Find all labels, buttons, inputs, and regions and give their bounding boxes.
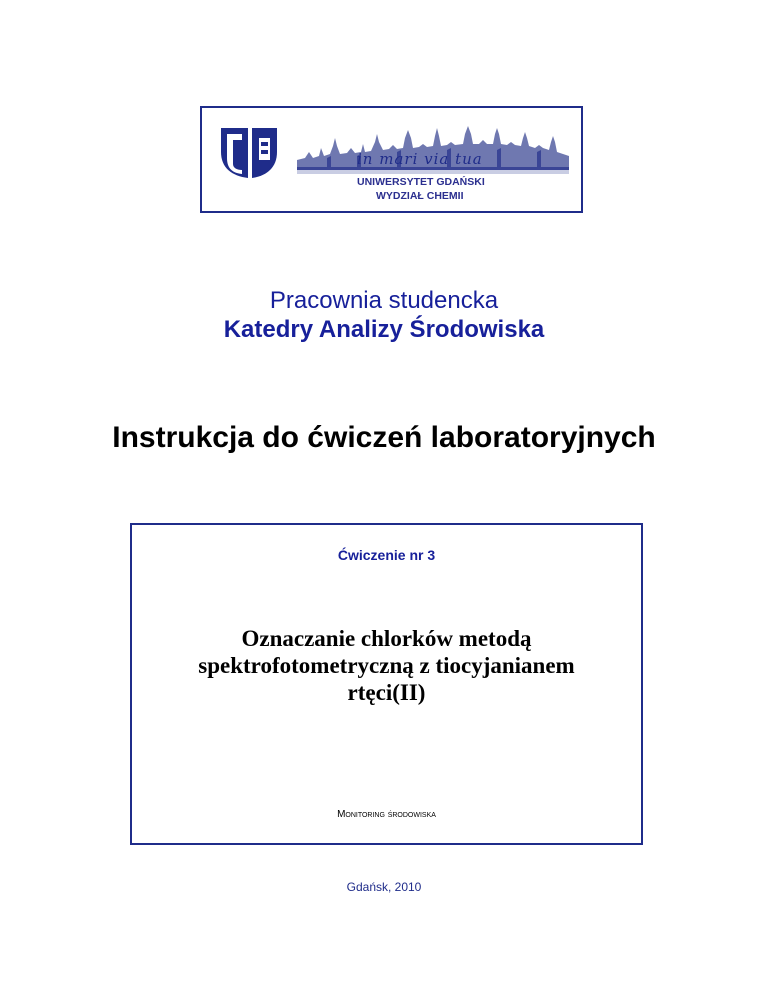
exercise-box xyxy=(130,523,643,845)
exercise-number: Ćwiczenie nr 3 xyxy=(337,547,436,563)
place-and-date: Gdańsk, 2010 xyxy=(346,880,422,894)
university-logo-box xyxy=(200,106,583,213)
city-skyline-logo xyxy=(297,118,569,180)
lab-title: Pracownia studencka xyxy=(269,287,499,314)
university-motto: in mari via tua xyxy=(357,150,483,168)
university-name: UNIWERSYTET GDAŃSKI xyxy=(357,176,485,188)
exercise-title xyxy=(132,625,641,706)
exercise-title-line: spektrofotometryczną z tiocyjanianem xyxy=(198,653,575,678)
faculty-name: WYDZIAŁ CHEMII xyxy=(376,190,464,202)
document-title: Instrukcja do ćwiczeń laboratoryjnych xyxy=(112,421,656,454)
exercise-subject: Monitoring środowiska xyxy=(337,809,436,820)
exercise-title-line: Oznaczanie chlorków metodą xyxy=(241,626,532,651)
university-emblem-icon xyxy=(218,124,280,182)
department-title: Katedry Analizy Środowiska xyxy=(223,316,545,343)
exercise-title-line: rtęci(II) xyxy=(347,680,426,705)
